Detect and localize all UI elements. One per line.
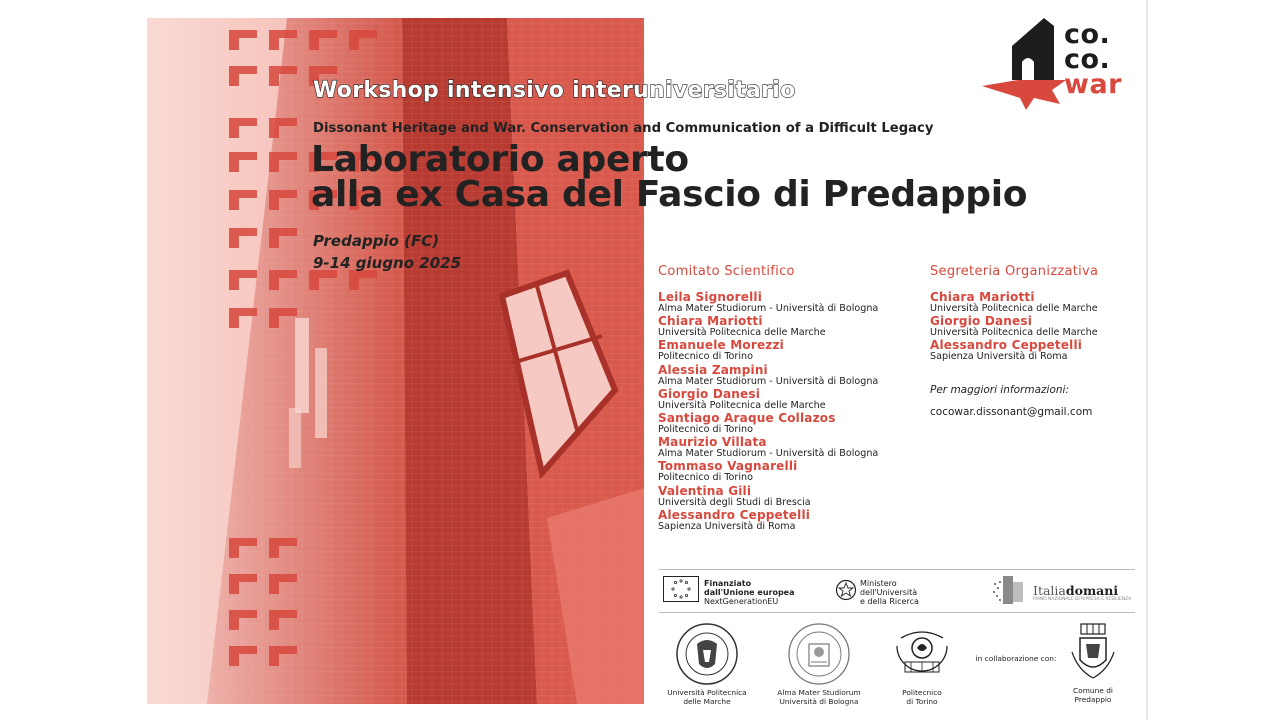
member-affiliation: Sapienza Università di Roma	[658, 520, 796, 532]
member-affiliation: Università Politecnica delle Marche	[930, 303, 1098, 314]
mur-line-3: e della Ricerca	[860, 597, 919, 606]
polito-label	[882, 688, 962, 706]
contact-email-link[interactable]: cocowar.dissonant@gmail.com	[930, 405, 1093, 418]
italian-emblem-icon	[835, 578, 857, 602]
italiadomani-icon	[991, 574, 1031, 606]
polito-line-1: Politecnico	[902, 688, 942, 697]
member-affiliation: Alma Mater Studiorum - Università di Bologna	[658, 448, 879, 460]
italiadomani-sub-1: PIANO NAZIONALE	[1033, 597, 1074, 602]
member-name: Valentina Gili	[658, 483, 752, 498]
comune-label	[1053, 686, 1133, 704]
logo-wordmark	[1064, 19, 1144, 100]
event-place-dates	[313, 230, 461, 274]
comitato-scientifico	[658, 264, 918, 533]
member-name: Emanuele Morezzi	[658, 338, 784, 353]
title-line-2: alla ex Casa del Fascio di Predappio	[311, 174, 1028, 215]
univpm-seal-icon	[675, 622, 739, 686]
eu-line-2: dall'Unione europea	[704, 588, 795, 597]
collab-label: in collaborazione con:	[975, 654, 1057, 663]
list-item	[658, 291, 918, 315]
list-item	[658, 315, 918, 339]
mur-line-2: dell'Università	[860, 588, 918, 597]
list-item	[658, 485, 918, 509]
member-name: Alessandro Ceppetelli	[658, 507, 811, 522]
member-affiliation: Politecnico di Torino	[658, 351, 753, 363]
member-name: Alessandro Ceppetelli	[930, 338, 1083, 353]
list-item	[658, 339, 918, 363]
univpm-line-2: delle Marche	[683, 697, 731, 706]
member-affiliation: Alma Mater Studiorum - Università di Bologna	[658, 303, 879, 314]
member-affiliation: Alma Mater Studiorum - Università di Bologna	[658, 375, 879, 387]
list-item	[658, 460, 918, 484]
member-affiliation: Sapienza Università di Roma	[930, 351, 1068, 363]
univpm-line-1: Università Politecnica	[667, 688, 747, 697]
list-item	[658, 509, 918, 533]
member-name: Tommaso Vagnarelli	[658, 459, 798, 474]
list-item	[658, 364, 918, 388]
member-name: Leila Signorelli	[658, 290, 763, 304]
unibo-line-2: Università di Bologna	[779, 697, 859, 706]
poster	[147, 18, 1135, 704]
title-line-1: Laboratorio aperto	[311, 139, 689, 180]
comune-line-2: Predappio	[1074, 695, 1112, 704]
subtitle: Dissonant Heritage and War. Conservation and Communication of a Difficult Legacy	[313, 121, 934, 136]
segreteria-heading: Segreteria Organizzativa	[930, 264, 1099, 279]
page-edge	[1146, 0, 1148, 720]
domani-part: domani	[1065, 583, 1119, 598]
italia-part: Italia	[1033, 583, 1066, 598]
list-item	[930, 291, 1135, 315]
member-name: Chiara Mariotti	[658, 314, 763, 329]
member-name: Alessia Zampini	[658, 362, 768, 377]
list-item	[930, 315, 1135, 339]
unibo-seal-icon	[787, 622, 851, 686]
mur-line-1: Ministero	[860, 579, 897, 588]
comitato-list	[658, 291, 918, 533]
italiadomani-label	[1033, 584, 1131, 602]
eu-line-1: Finanziato	[704, 579, 752, 588]
eu-flag-icon	[663, 576, 699, 602]
divider	[659, 569, 1135, 570]
logo-line-1: co.	[1064, 19, 1111, 50]
logo-line-3: war	[1064, 69, 1122, 100]
workshop-heading: Workshop intensivo interuniversitario	[313, 78, 796, 103]
member-affiliation: Politecnico di Torino	[658, 424, 753, 436]
member-name: Giorgio Danesi	[930, 314, 1033, 329]
polito-line-2: di Torino	[906, 697, 938, 706]
member-name: Santiago Araque Collazos	[658, 411, 836, 426]
member-name: Maurizio Villata	[658, 435, 767, 450]
univpm-label	[659, 688, 755, 706]
member-affiliation: Università Politecnica delle Marche	[658, 327, 826, 339]
comune-crest-icon	[1068, 622, 1118, 682]
comitato-heading: Comitato Scientifico	[658, 264, 795, 279]
segreteria-organizzativa	[930, 264, 1135, 418]
list-item	[658, 436, 918, 460]
polito-seal-icon	[891, 624, 953, 682]
event-place: Predappio (FC)	[313, 232, 440, 250]
italiadomani-sub-2: DI RIPRESA E RESILIENZA	[1075, 597, 1132, 602]
unibo-line-1: Alma Mater Studiorum	[777, 688, 861, 697]
mur-label	[860, 579, 919, 606]
page-margin-left	[0, 0, 130, 720]
page-title	[311, 139, 1028, 215]
unibo-label	[769, 688, 869, 706]
member-affiliation: Università Politecnica delle Marche	[930, 327, 1098, 339]
info-label: Per maggiori informazioni:	[930, 383, 1069, 396]
member-affiliation: Università Politecnica delle Marche	[658, 399, 826, 411]
list-item	[930, 339, 1135, 363]
event-dates: 9-14 giugno 2025	[313, 254, 462, 272]
divider	[659, 612, 1135, 613]
eu-line-3: NextGenerationEU	[704, 597, 779, 606]
list-item	[658, 412, 918, 436]
italiadomani-sub	[1033, 597, 1131, 602]
logo-line-2: co.	[1064, 44, 1111, 75]
member-name: Giorgio Danesi	[658, 386, 761, 401]
list-item	[658, 388, 918, 412]
eu-funding-label	[704, 579, 795, 606]
member-name: Chiara Mariotti	[930, 290, 1035, 304]
member-affiliation: Università degli Studi di Brescia	[658, 496, 811, 508]
comune-line-1: Comune di	[1073, 686, 1113, 695]
member-affiliation: Politecnico di Torino	[658, 472, 753, 484]
